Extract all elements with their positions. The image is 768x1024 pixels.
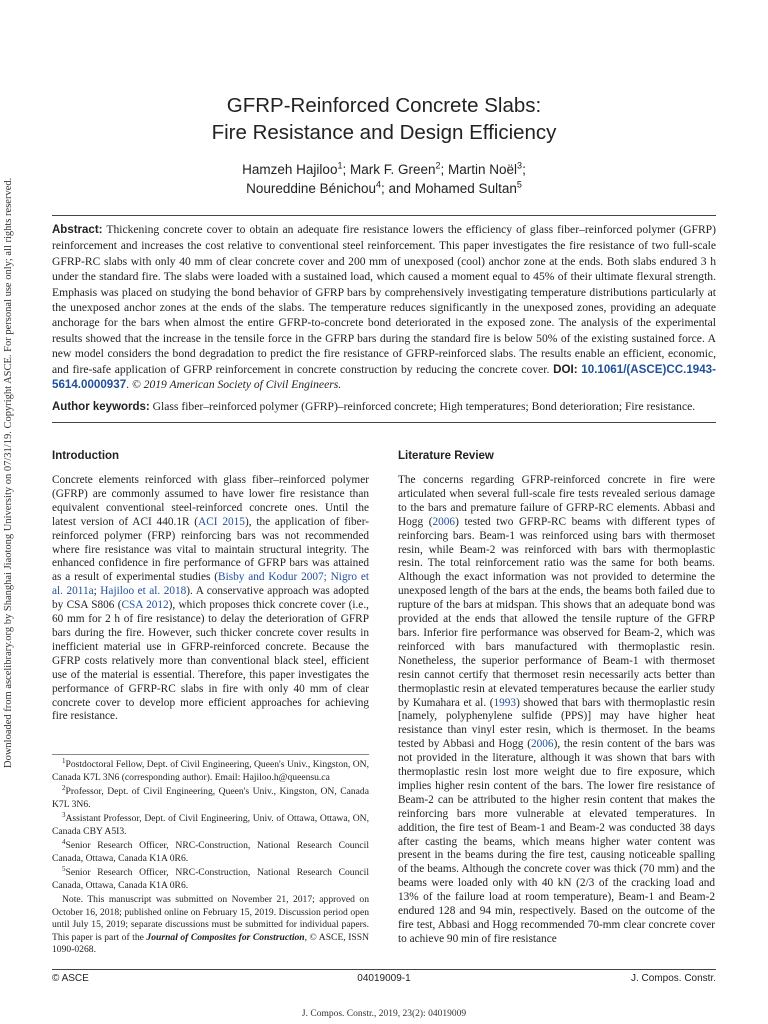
page-footer xyxy=(52,973,716,989)
submission-note: Note. This manuscript was submitted on November 21, 2017; approved on October 16, 2018; published online on February 15, 2019. Discussion period open until July 15, 2019; separate discussions must be submitted for individual papers. This paper is part of the Journal of Composites for Construction, © ASCE, ISSN 1090-0268. xyxy=(52,894,370,955)
author-5-affiliation: 5 xyxy=(516,179,522,190)
paper-title xyxy=(52,92,716,146)
download-notice xyxy=(3,177,15,768)
abstract-label: Abstract: xyxy=(52,224,103,236)
download-notice-text: Downloaded from ascelibrary.org by Shanghai Jiaotong University on 07/31/19. Copyright ASCE. For personal use only; all rights reserved. xyxy=(3,177,14,768)
footer-divider xyxy=(52,969,716,970)
citation-link[interactable]: 1993 xyxy=(493,696,517,709)
introduction-heading: Introduction xyxy=(52,450,120,462)
copyright-notice: © 2019 American Society of Civil Engineers. xyxy=(131,378,342,392)
keywords xyxy=(52,399,716,415)
author-4-affiliation: 4 xyxy=(375,179,381,190)
footnote-1: $^1$Postdoctoral Fellow, Dept. of Civil Engineering, Queen's Univ., Kingston, ON, Canada K7L 3N6 (corresponding author). Email: Hajiloo.h@queensu.ca xyxy=(52,756,369,783)
citation-link[interactable]: Hajiloo et al. 2018 xyxy=(100,585,187,598)
author-separator: ; xyxy=(522,162,526,177)
introduction-text: Concrete elements reinforced with glass fiber–reinforced polymer (GFRP) are commonly assumed to have lower fire resistance than equivalent conventional steel-reinforced concrete ones. Until the latest version of ACI 440.1R (ACI 2015), the application of fiber-reinforced polymer (FRP) reinforcing bars was not recommended where fire resistance was vital to maintain structural integrity. The enhanced confidence in fire performance of GFRP bars was attained as a result of experimental studies (Bisby and Kodur 2007; Nigro et al. 2011a; Hajiloo et al. 2018). A conservative approach was adopted by CSA S806 (CSA 2012), which proposes thick concrete cover (i.e., 60 mm for 2 h of fire resistance) to delay the deterioration of GFRP bars during the fire. However, such thicker concrete cover results in inefficient material use in GFRP-reinforced concrete. Because the GFRP costs relatively more than conventional black steel, efficient use of the material is essential. Therefore, this paper investigates the performance of GFRP-RC slabs in fire with only 40 mm of clear concrete cover to develop more efficient approaches for achieving fire resistance. xyxy=(52,474,369,723)
keywords-label: Author keywords: xyxy=(52,401,150,414)
footnote-4: $^4$Senior Research Officer, NRC-Construction, National Research Council Canada, Ottawa, Canada K1A 0R6. xyxy=(52,837,369,864)
abstract-box xyxy=(52,215,716,423)
page-number: 04019009-1 xyxy=(357,973,411,984)
footnote-5: $^5$Senior Research Officer, NRC-Construction, National Research Council Canada, Ottawa, Canada K1A 0R6. xyxy=(52,864,369,891)
left-column xyxy=(52,450,369,724)
author-4: Noureddine Bénichou xyxy=(246,181,376,196)
title-line-1: GFRP-Reinforced Concrete Slabs: xyxy=(226,94,542,117)
author-5: ; and Mohamed Sultan xyxy=(381,181,517,196)
author-2: ; Mark F. Green xyxy=(342,162,436,177)
footer-copyright: © ASCE xyxy=(52,973,89,984)
author-3: ; Martin Noël xyxy=(440,162,518,177)
title-block xyxy=(52,92,716,198)
doi-label: DOI: xyxy=(553,362,578,376)
citation-link[interactable]: CSA 2012 xyxy=(121,599,169,612)
literature-review-text: The concerns regarding GFRP-reinforced concrete in fire were articulated when several full-scale fire tests revealed serious damage to the bars and premature failure of GFRP-RC elements. Abbasi and Hogg (2006) tested two GFRP-RC beams with different types of reinforcing bars. Beam-1 was reinforced using bars with thermoset resin, while Beam-2 was reinforced with bars with thermoplastic resin. The total reinforcement ratio was the same for both beams. Although the exact information was not provided to determine the unexposed length of the bars at the ends, the beams both failed due to rupture of the bars at midspan. This shows that an adequate bond was provided at the ends that allowed the tensile rupture of the GFRP bars. Inferior fire performance was observed for Beam-2, which was reinforced with bars manufactured with thermoplastic resin. Nonetheless, the superior performance of Beam-1 with thermoset resin cannot certify that thermoset resin necessarily acts better than thermoplastic resin at elevated temperatures because the earlier study by Kumahara et al. (1993) showed that bars with thermoplastic resin [namely, polyphenylene sulfide (PPS)] may have higher heat resistance than vinyl ester resin, which is thermoset. In the beams tested by Abbasi and Hogg (2006), the resin content of the bars was not provided in the literature, although it was shown that bars with thermoplastic resin lost more weight due to fire exposure, which implies higher resin content of the bars. The lower fire resistance of Beam-2 can be attributed to the higher resin content that makes the reinforcing bars more vulnerable at elevated temperatures. In addition, the fire test of Beam-1 and Beam-2 was conducted 38 days after casting the beams, which means higher water content was present in the beams during the fire test, causing noticeable spalling of the beams. Although the concrete cover was thick (70 mm) and the beams were loaded only with 40 kN (2/3 of the cracking load and 13% of the failure load at room temperature), Beam-1 and Beam-2 endured 128 and 94 min, respectively. Based on the outcome of the fire test, Abbasi and Hogg recommended 70-mm clear concrete cover to achieve 90 min of fire resistance xyxy=(398,474,716,945)
citation-link[interactable]: Bisby and Kodur 2007; Nigro et al. 2011a xyxy=(52,571,369,598)
citation-link[interactable]: 2006 xyxy=(530,738,554,751)
title-line-2: Fire Resistance and Design Efficiency xyxy=(211,121,557,144)
author-3-affiliation: 3 xyxy=(517,160,523,171)
author-1: Hamzeh Hajiloo xyxy=(242,162,338,177)
citation-link[interactable]: ACI 2015 xyxy=(198,515,245,528)
abstract: Abstract: Thickening concrete cover to obtain an adequate fire resistance lowers the efficiency of glass fiber–reinforced polymer (GFRP) reinforcement and increases the cost relative to conventional steel reinforcement. This paper investigates the fire resistance of two full-scale GFRP-RC slabs with only 40 mm of clear concrete cover and 200 mm of unexposed (cool) anchor zone at the ends. Both slabs endured 3 h under the standard fire. The slabs were loaded with a sustained load, which caused a moment equal to 45% of their ultimate flexural strength. Emphasis was placed on studying the bond behavior of GFRP bars by comprehensively investigating temperature distributions particularly at the unexposed anchor zones at the ends of the slabs. The temperature reduces significantly in the unexposed zones, providing an adequate anchorage for the bars when almost the entire GFRP-to-concrete bond deteriorated in the exposed zone. The analysis of the experimental results showed that the increase in the tensile force in the GFRP bars during the standard fire is below 50% of the existing sustained force. A new model considers the bond degradation to predict the fire resistance of GFRP-reinforced slabs. The results enable an efficient, economic, and fire-safe application of GFRP reinforcement in concrete construction by reducing the concrete cover. DOI: 10.1061/(ASCE)CC.1943-5614.0000937. © 2019 American Society of Civil Engineers. xyxy=(52,223,716,392)
author-2-affiliation: 2 xyxy=(435,160,441,171)
citation-link[interactable]: 2006 xyxy=(432,515,456,528)
journal-citation: J. Compos. Constr., 2019, 23(2): 04019009 xyxy=(301,1009,467,1019)
abstract-text: Thickening concrete cover to obtain an adequate fire resistance lowers the efficiency of glass fiber–reinforced polymer (GFRP) reinforcement and increases the cost relative to conventional steel reinforcement. This paper investigates the fire resistance of two full-scale GFRP-RC slabs with only 40 mm of clear concrete cover and 200 mm of unexposed (cool) anchor zone at the ends. Both slabs endured 3 h under the standard fire. The slabs were loaded with a sustained load, which caused a moment equal to 45% of their ultimate flexural strength. Emphasis was placed on studying the bond behavior of GFRP bars by comprehensively investigating temperature distributions particularly at the unexposed anchor zones at the ends of the slabs. The temperature reduces significantly in the unexposed zones, providing an adequate anchorage for the bars when almost the entire GFRP-to-concrete bond deteriorated in the exposed zone. The analysis of the experimental results showed that the increase in the tensile force in the GFRP bars during the standard fire is below 50% of the existing sustained force. A new model considers the bond degradation to predict the fire resistance of GFRP-reinforced slabs. The results enable an efficient, economic, and fire-safe application of GFRP reinforcement in concrete construction by reducing the concrete cover. xyxy=(52,223,716,376)
footnote-2: $^2$Professor, Dept. of Civil Engineering, Queen's Univ., Kingston, ON, Canada K7L 3N6. xyxy=(52,783,369,810)
author-1-affiliation: 1 xyxy=(337,160,343,171)
doi-link[interactable]: 10.1061/(ASCE)CC.1943-5614.0000937 xyxy=(52,362,716,392)
journal-name: Journal of Composites for Construction xyxy=(146,931,305,943)
right-column xyxy=(398,450,715,947)
footnotes xyxy=(52,754,369,959)
literature-review-heading: Literature Review xyxy=(398,450,494,462)
author-list xyxy=(52,160,716,198)
footnote-3: $^3$Assistant Professor, Dept. of Civil Engineering, Univ. of Ottawa, Ottawa, ON, Canada CBY A5I3. xyxy=(52,810,369,837)
footer-journal: J. Compos. Constr. xyxy=(630,973,716,984)
keywords-text: Glass fiber–reinforced polymer (GFRP)–reinforced concrete; High temperatures; Bond deterioration; Fire resistance. xyxy=(152,400,696,414)
